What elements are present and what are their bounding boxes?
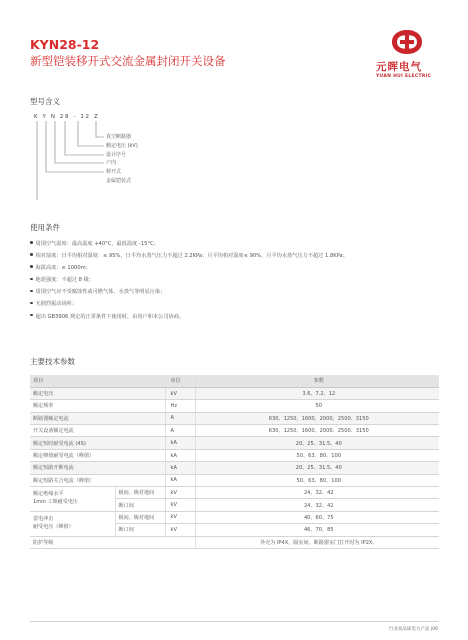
col-header-item: 项目 <box>30 375 165 387</box>
company-logo <box>376 26 438 79</box>
table-row: 额定短时耐受电流 (4S) kA 20、25、31.5、40 <box>30 437 439 449</box>
footer-divider <box>30 621 439 622</box>
table-row: 额定短路关合电流（峰值） kA 50、63、80、100 <box>30 474 439 486</box>
conditions-title: 使用条件 <box>30 223 60 232</box>
bullet-icon <box>30 314 33 317</box>
table-row: 断路器额定电流 A 630、1250、1600、2000、2500、3150 <box>30 412 439 424</box>
model-meaning-title: 型号含义 <box>30 97 60 106</box>
list-item: 周围空气应不受腐蚀性或可燃气体、水蒸气等明显污染； <box>30 286 450 298</box>
tree-label-vacuum-breaker: 真空断路器 <box>106 134 132 140</box>
power-freq-withstand-label: 额定绝缘水平 1min 工频耐受电压 <box>30 487 115 512</box>
table-row: 开关设备额定电流 A 630、1250、1600、2000、2500、3150 <box>30 425 439 437</box>
protection-label: 防护等级 <box>30 536 195 548</box>
table-row: 额定频率 Hz 50 <box>30 400 439 412</box>
table-row: 断口间 kV 24、32、42 <box>30 499 439 511</box>
table-row: 断口间 kV 46、70、85 <box>30 524 439 536</box>
table-row <box>30 536 439 548</box>
bullet-icon <box>30 290 33 293</box>
col-header-value: 参数 <box>195 375 439 387</box>
specs-table <box>30 375 439 549</box>
table-row: 额定电压 kV 3.6、7.2、12 <box>30 387 439 399</box>
list-item: 海拔高度：≤ 1000m； <box>30 262 450 274</box>
logo-name-cn: 元晖电气 <box>376 61 422 73</box>
list-item: 无剧烈振动场所； <box>30 298 450 310</box>
product-model-title: KYN28-12 <box>30 37 100 52</box>
logo-name-en: YUAN HUI ELECTRIC <box>376 74 432 79</box>
tree-label-withdrawable: 移开式 <box>106 169 122 175</box>
tree-label-metal-clad: 金属铠装式 <box>106 178 132 184</box>
tree-label-indoor: 户内 <box>106 160 117 166</box>
bullet-icon <box>30 265 33 268</box>
list-item: 相对湿度：日平均相对湿度：≤ 95%，日平均水蒸气压力不超过 2.2KPa；月平均相对湿度≤ 90%，月平均水蒸气压力不超过 1.8KPa； <box>30 250 450 262</box>
table-row: 额定峰值耐受电流（峰值） kA 50、63、80、100 <box>30 449 439 461</box>
specs-title: 主要技术参数 <box>30 357 75 366</box>
conditions-list <box>30 238 450 323</box>
bullet-icon <box>30 241 33 244</box>
list-item: 周围空气温度：最高温度 +40°C，最低温度 -15°C； <box>30 238 450 250</box>
table-row: 额定绝缘水平 1min 工频耐受电压 极间、极对地间 kV 24、32、42 <box>30 487 439 499</box>
list-item: 地震强度：不超过 8 级； <box>30 274 450 286</box>
tree-label-design-number: 设计序号 <box>106 152 127 158</box>
yh-monogram-logo-icon <box>386 26 428 58</box>
model-code: K Y N 28 - 12 Z <box>34 114 100 120</box>
tree-label-rated-voltage: 额定电压 (kV) <box>106 143 138 149</box>
table-row: 雷电冲击 耐受电压（峰值） 极间、极对地间 kV 40、60、75 <box>30 511 439 523</box>
protection-value: 外壳为 IP4X，隔室间、断路器室门打开时为 IP2X。 <box>195 536 439 548</box>
product-subtitle: 新型铠装移开式交流金属封闭开关设备 <box>30 54 226 68</box>
list-item: 超出 GB3906 规定的正常条件下使用时，由用户和本公司协商。 <box>30 311 450 323</box>
table-header-row <box>30 375 439 387</box>
bullet-icon <box>30 253 33 256</box>
bullet-icon <box>30 278 33 281</box>
lightning-impulse-label: 雷电冲击 耐受电压（峰值） <box>30 511 115 536</box>
footer-page-label: 行业高品质电力产品 |06 <box>388 627 438 632</box>
bullet-icon <box>30 302 33 305</box>
table-row: 额定短路开断电流 kA 20、25、31.5、40 <box>30 462 439 474</box>
col-header-unit: 单位 <box>165 375 195 387</box>
